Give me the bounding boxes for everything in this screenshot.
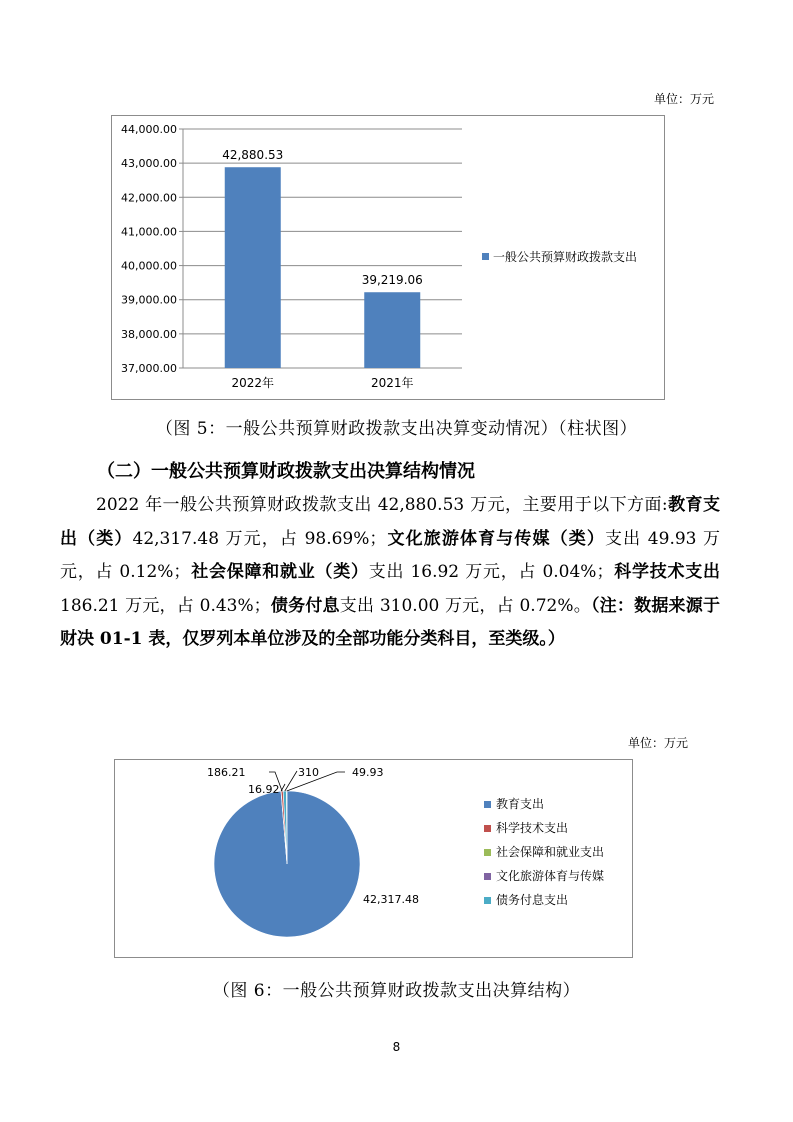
legend-swatch [484, 897, 491, 904]
unit-label-2: 单位：万元 [628, 736, 689, 750]
para-text-6: 支出 310.00 万元，占 0.72%。 [339, 595, 591, 616]
legend-label: 一般公共预算财政拨款支出 [493, 250, 638, 264]
pie-chart [115, 760, 632, 957]
y-tick-label: 40,000.00 [121, 259, 177, 273]
unit-label-1: 单位：万元 [654, 92, 715, 106]
leader-line [281, 784, 285, 791]
bar-data-label: 42,880.53 [222, 148, 284, 163]
y-tick-label: 38,000.00 [121, 327, 177, 341]
section-heading: （二）一般公共预算财政拨款支出决算结构情况 [97, 461, 475, 482]
para-bold-debt: 债务付息 [270, 595, 340, 616]
para-text-5: 186.21 万元，占 0.43%； [60, 595, 271, 616]
y-tick-label: 42,000.00 [121, 191, 177, 205]
y-tick-label: 43,000.00 [121, 157, 177, 171]
legend-swatch [484, 849, 491, 856]
x-tick-label: 2021年 [370, 376, 414, 390]
legend-swatch [484, 873, 491, 880]
para-text-4: 支出 16.92 万元，占 0.04%； [368, 562, 614, 582]
pie-data-label: 49.93 [352, 766, 384, 779]
legend-label: 债务付息支出 [496, 893, 569, 907]
legend-label: 社会保障和就业支出 [496, 845, 605, 859]
pie-data-label: 186.21 [207, 766, 246, 779]
para-bold-education: 教育支出（类） [60, 495, 720, 549]
x-tick-label: 2022年 [231, 376, 275, 390]
bar [225, 167, 281, 368]
para-bold-science: 科学技术支出 [613, 562, 721, 582]
bar [364, 292, 420, 368]
para-text-2: 42,317.48 万元，占 98.69%； [132, 528, 387, 549]
para-bold-culture: 文化旅游体育与传媒（类） [386, 528, 606, 549]
legend-swatch [484, 825, 491, 832]
legend-label: 科学技术支出 [496, 821, 569, 835]
page-number: 8 [392, 1040, 401, 1054]
para-text-3: 支出 49.93 万元，占 0.12%； [60, 528, 721, 582]
y-tick-label: 44,000.00 [121, 123, 177, 136]
bar-data-label: 39,219.06 [361, 273, 423, 288]
body-paragraph [60, 489, 720, 657]
pie-chart-frame [114, 759, 633, 958]
y-tick-label: 37,000.00 [121, 362, 177, 375]
para-note: （注：数据来源于财决 01-1 表，仅罗列本单位涉及的全部功能分类科目，至类级。） [60, 595, 721, 649]
legend-label: 文化旅游体育与传媒 [496, 869, 605, 883]
y-tick-label: 39,000.00 [121, 293, 177, 307]
legend-label: 教育支出 [496, 797, 545, 811]
legend-swatch [484, 801, 491, 808]
figure-6-caption: （图 6：一般公共预算财政拨款支出决算结构） [212, 981, 581, 1001]
para-text-1: 2022 年一般公共预算财政拨款支出 42,880.53 万元，主要用于以下方面: [96, 495, 668, 515]
legend-swatch [482, 253, 489, 260]
para-bold-social: 社会保障和就业（类） [190, 562, 369, 582]
bar-chart-frame [111, 115, 665, 400]
figure-5-caption: （图 5：一般公共预算财政拨款支出决算变动情况）（柱状图） [155, 419, 638, 439]
y-tick-label: 41,000.00 [121, 225, 177, 239]
pie-data-label: 42,317.48 [363, 893, 419, 906]
pie-data-label: 310 [298, 766, 319, 779]
pie-data-label: 16.92 [248, 783, 280, 796]
bar-chart [112, 116, 664, 399]
